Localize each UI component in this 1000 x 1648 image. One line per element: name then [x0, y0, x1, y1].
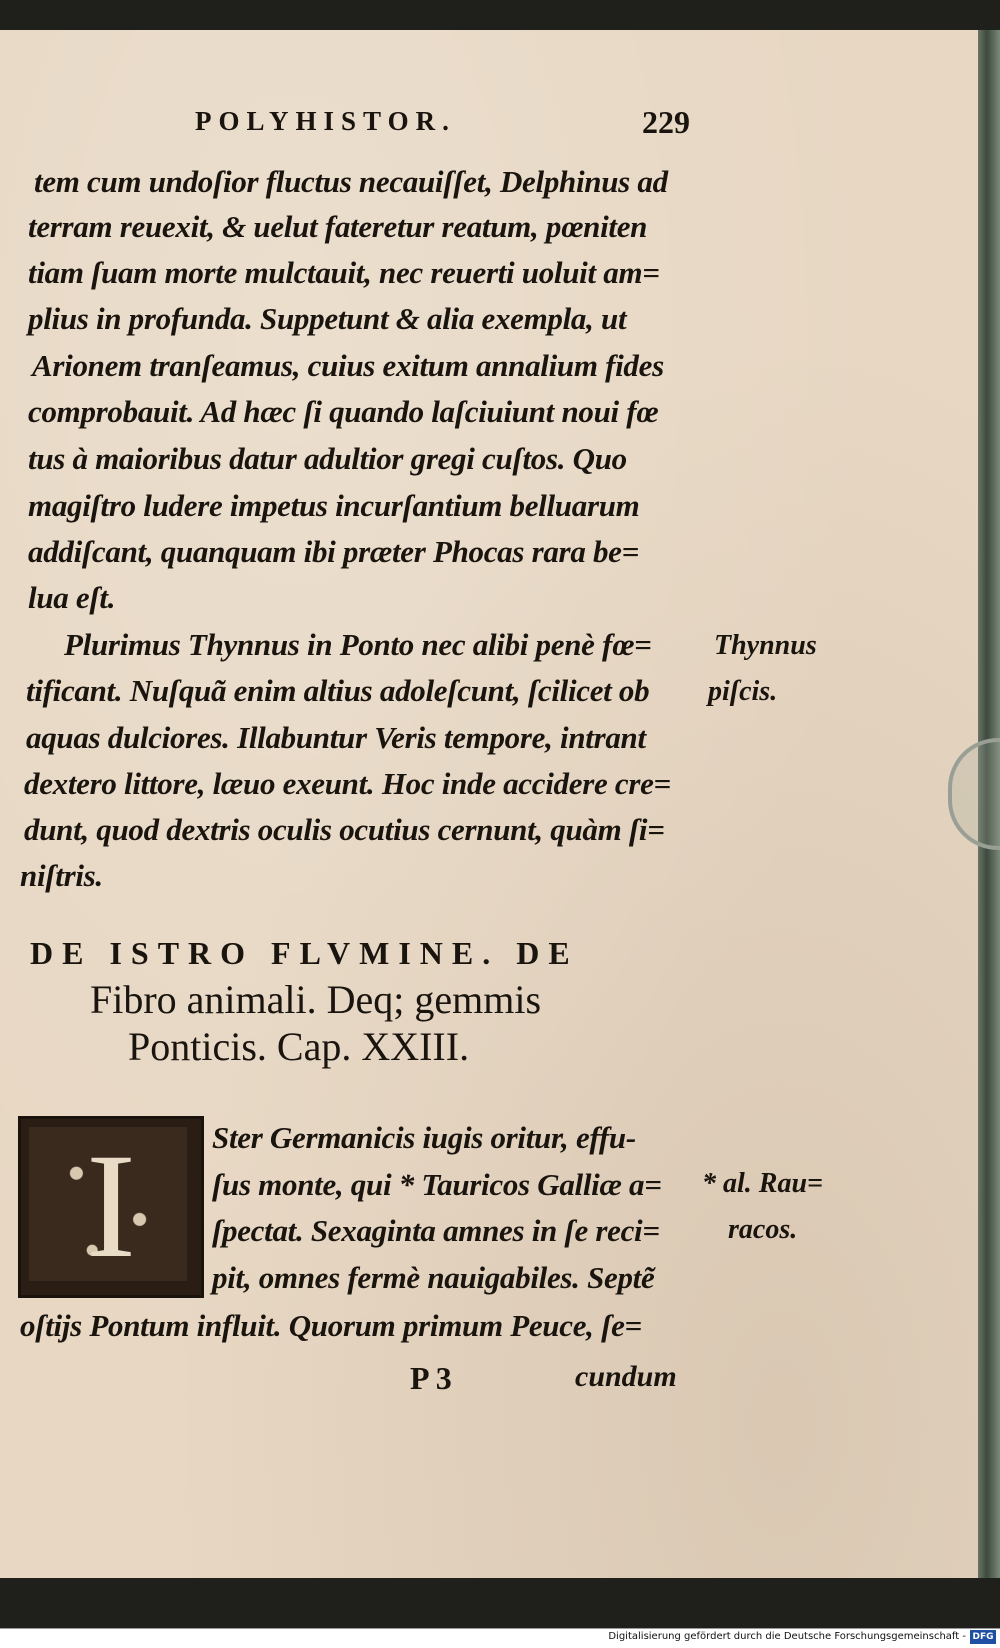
text-line: aquas dulciores. Illabuntur Veris tempore, intrant: [26, 720, 646, 755]
running-header: POLYHISTOR.: [195, 106, 456, 136]
text-line: comprobauit. Ad hæc ſi quando laſciuiunt noui fœ: [28, 394, 659, 429]
chapter-heading-line-3: Ponticis. Cap. XXIII.: [128, 1024, 470, 1069]
dfg-logo[interactable]: DFG: [970, 1630, 996, 1644]
chapter-heading-line-2: Fibro animali. Deq; gemmis: [90, 977, 542, 1022]
text-line: lua eſt.: [28, 580, 116, 615]
text-line: tem cum undoſior fluctus necauiſſet, Delphinus ad: [34, 164, 668, 199]
page-number: 229: [642, 104, 690, 140]
initial-ornament: [29, 1123, 187, 1289]
text-line: addiſcant, quanquam ibi præter Phocas rara be=: [28, 534, 639, 569]
text-line: ſus monte, qui * Tauricos Galliæ a=: [212, 1167, 662, 1202]
text-line: tiam ſuam morte mulctauit, nec reuerti uoluit am=: [28, 255, 660, 290]
text-line: dextero littore, læuo exeunt. Hoc inde accidere cre=: [24, 766, 671, 801]
text-line: tus à maioribus datur adultior gregi cuſtos. Quo: [28, 441, 627, 476]
signature-mark: P 3: [410, 1360, 452, 1396]
text-line: dunt, quod dextris oculis ocutius cernunt, quàm ſi=: [24, 812, 665, 847]
decorated-initial: [18, 1116, 204, 1298]
text-line: niſtris.: [20, 858, 103, 893]
text-line: ſpectat. Sexaginta amnes in ſe reci=: [212, 1213, 660, 1248]
text-line: Plurimus Thynnus in Ponto nec alibi penè fœ=: [64, 627, 652, 662]
margin-note: * al. Rau=: [702, 1168, 823, 1199]
text-line: pit, omnes fermè nauigabiles. Septẽ: [212, 1260, 655, 1295]
text-line: oſtijs Pontum influit. Quorum primum Peuce, ſe=: [20, 1308, 642, 1343]
margin-note: Thynnus: [714, 630, 817, 661]
text-line: Arionem tranſeamus, cuius exitum annalium fides: [32, 348, 664, 383]
initial-letter: I: [86, 1123, 136, 1289]
text-line: plius in profunda. Suppetunt & alia exempla, ut: [28, 301, 627, 336]
catchword: cundum: [575, 1360, 677, 1393]
text-line: tificant. Nuſquã enim altius adoleſcunt, ſcilicet ob: [26, 673, 650, 708]
margin-note: piſcis.: [708, 676, 778, 707]
chapter-heading-line-1: DE ISTRO FLVMINE. DE: [30, 935, 579, 971]
text-line: magiſtro ludere impetus incurſantium belluarum: [28, 488, 640, 523]
text-line: Ster Germanicis iugis oritur, effu-: [212, 1120, 636, 1155]
footer-credit: Digitalisierung gefördert durch die Deutsche Forschungsgemeinschaft -: [608, 1631, 966, 1642]
text-line: terram reuexit, & uelut fateretur reatum, pœniten: [28, 209, 648, 244]
margin-note: racos.: [728, 1214, 798, 1245]
